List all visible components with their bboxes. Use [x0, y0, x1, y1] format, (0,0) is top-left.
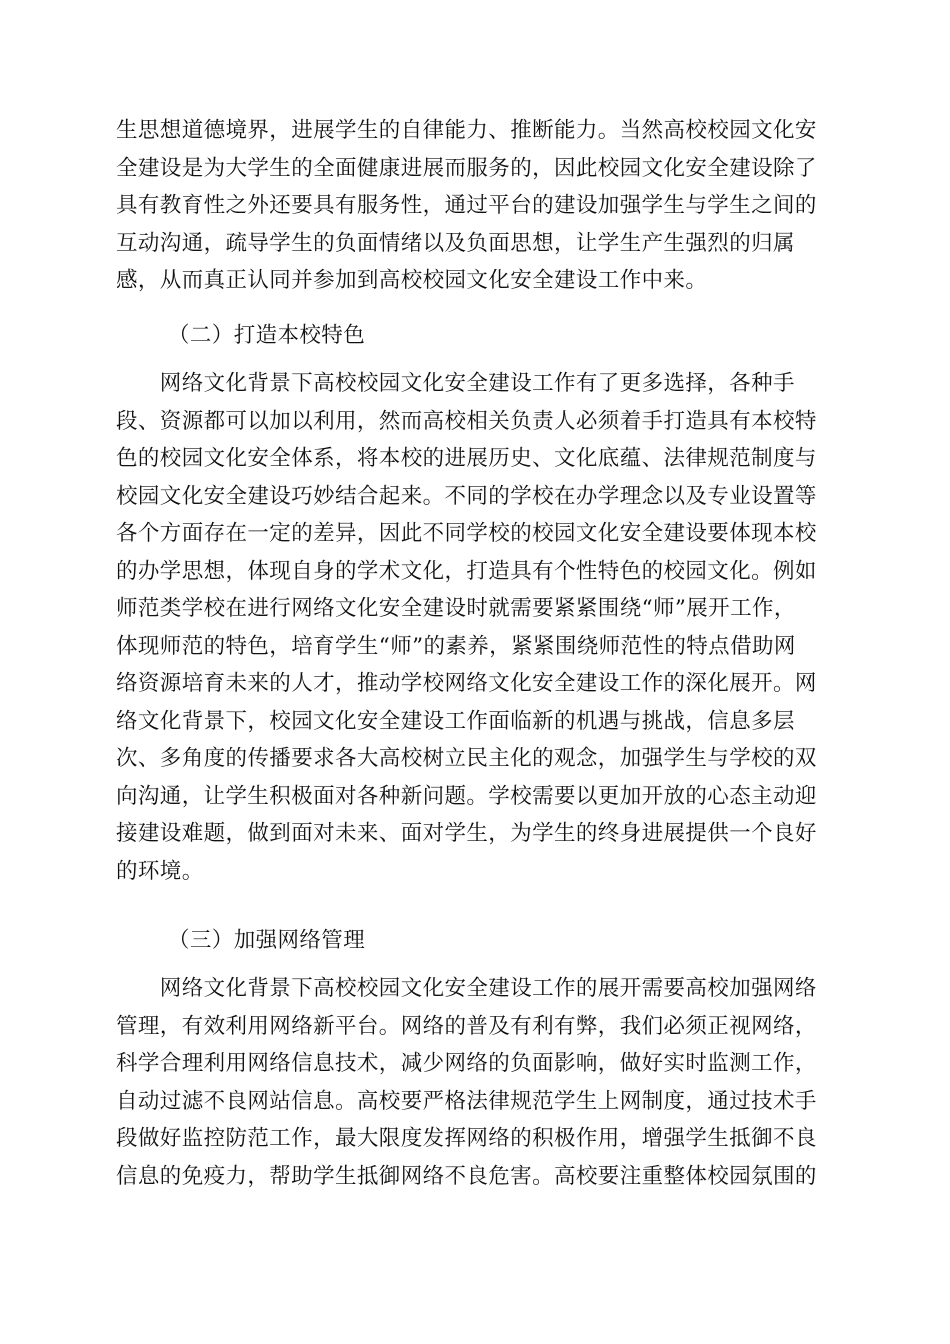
paragraph-line: 次、多角度的传播要求各大高校树立民主化的观念，加强学生与学校的双 [116, 746, 817, 771]
paragraph-line: 互动沟通，疏导学生的负面情绪以及负面思想，让学生产生强烈的归属 [116, 230, 795, 256]
paragraph-line: 生思想道德境界，进展学生的自律能力、推断能力。当然高校校园文化安 [116, 118, 817, 143]
paragraph-3 [116, 970, 836, 1195]
section-heading-3: （三）加强网络管理 [168, 928, 366, 953]
paragraph-line: 色的校园文化安全体系，将本校的进展历史、文化底蕴、法律规范制度与 [116, 446, 817, 471]
paragraph-line: 段做好监控防范工作，最大限度发挥网络的积极作用，增强学生抵御不良 [116, 1126, 817, 1151]
paragraph-line: 全建设是为大学生的全面健康进展而服务的，因此校园文化安全建设除了 [116, 155, 817, 181]
paragraph-line: 段、资源都可以加以利用，然而高校相关负责人必须着手打造具有本校特 [116, 408, 817, 434]
paragraph-line: 的办学思想，体现自身的学术文化，打造具有个性特色的校园文化。例如 [116, 558, 817, 584]
paragraph-line: 网络文化背景下高校校园文化安全建设工作的展开需要高校加强网络 [116, 976, 817, 1001]
paragraph-line: 科学合理利用网络信息技术，减少网络的负面影响，做好实时监测工作， [116, 1051, 817, 1076]
paragraph-line: 感，从而真正认同并参加到高校校园文化安全建设工作中来。 [116, 268, 708, 293]
paragraph-line: 各个方面存在一定的差异，因此不同学校的校园文化安全建设要体现本校 [116, 521, 817, 546]
paragraph-line: 具有教育性之外还要具有服务性，通过平台的建设加强学生与学生之间的 [116, 193, 817, 218]
paragraph-line: 网络文化背景下高校校园文化安全建设工作有了更多选择，各种手 [116, 371, 795, 396]
paragraph-1 [116, 112, 836, 300]
paragraph-2 [116, 365, 836, 890]
paragraph-line: 接建设难题，做到面对未来、面对学生，为学生的终身进展提供一个良好 [116, 821, 817, 846]
paragraph-line: 管理，有效利用网络新平台。网络的普及有利有弊，我们必须正视网络， [116, 1013, 817, 1039]
paragraph-line: 络文化背景下，校园文化安全建设工作面临新的机遇与挑战，信息多层 [116, 708, 795, 734]
paragraph-line: 信息的免疫力，帮助学生抵御网络不良危害。高校要注重整体校园氛围的 [116, 1163, 817, 1189]
paragraph-line: 自动过滤不良网站信息。高校要严格法律规范学生上网制度，通过技术手 [116, 1088, 817, 1114]
paragraph-line: 的环境。 [116, 858, 204, 884]
paragraph-line: 师范类学校在进行网络文化安全建设时就需要紧紧围绕“师”展开工作， [116, 596, 796, 621]
section-heading-2: （二）打造本校特色 [168, 323, 366, 348]
paragraph-line: 络资源培育未来的人才，推动学校网络文化安全建设工作的深化展开。网 [116, 671, 817, 696]
paragraph-line: 向沟通，让学生积极面对各种新问题。学校需要以更加开放的心态主动迎 [116, 783, 817, 809]
paragraph-line: 校园文化安全建设巧妙结合起来。不同的学校在办学理念以及专业设置等 [116, 483, 817, 509]
paragraph-line: 体现师范的特色，培育学生“师”的素养，紧紧围绕师范性的特点借助网 [116, 633, 796, 659]
